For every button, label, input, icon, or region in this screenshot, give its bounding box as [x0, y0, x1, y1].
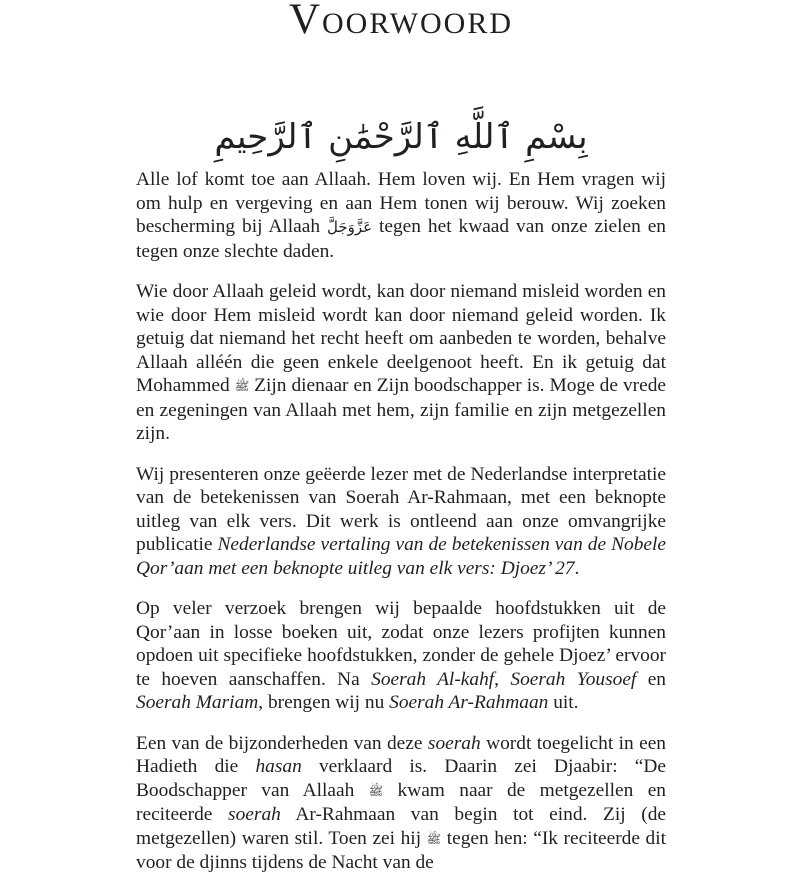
salawat-honorific: ﷺ: [234, 379, 250, 393]
text-run: wordt toegelicht in een Hadieth die: [136, 732, 666, 777]
text-run: Ar-Rahmaan van begin tot eind. Zij (de metgezellen) waren stil. Toen zei hij: [136, 804, 667, 849]
azza-wa-jall-honorific: عَزَّوَجَلَّ: [326, 218, 373, 236]
text-run: Zijn dienaar en Zijn boodschapper is. Moge de vrede en zegeningen van Allaah met hem, zijn familie en zijn metgezellen zijn.: [136, 375, 666, 444]
text-run: Wie door Allaah geleid wordt, kan door niemand misleid worden en wie door Hem misleid wordt kan door niemand geleid worden. Ik getuig dat niemand het recht heeft om aanbeden te worden, behalve Allaah alléén die geen enkele deelgenoot heeft. En ik getuig dat Mohammed: [136, 281, 666, 396]
text-run: verklaard is. Daarin zei Djaabir: “De Boodschapper van Allaah: [136, 756, 666, 801]
soerah-name: Soerah Mariam: [136, 692, 259, 713]
text-run: kwam naar de metgezellen en reciteerde: [136, 779, 666, 825]
text-run: Een van de bijzonderheden van deze: [136, 732, 428, 754]
text-run: tegen het kwaad van onze zielen en tegen onze slechte daden.: [136, 216, 666, 262]
text-run: tegen hen: “Ik reciteerde dit voor de djinns tijdens de Nacht van de: [136, 827, 667, 873]
italic-term: soerah: [228, 804, 281, 825]
paragraph-5: [136, 732, 666, 875]
paragraph-4: [136, 597, 666, 715]
text-run: Alle lof komt toe aan Allaah. Hem loven wij. En Hem vragen wij om hulp en vergeving en aan Hem tonen wij berouw. Wij zoeken bescherming bij Allaah: [136, 169, 666, 237]
body-text: [136, 168, 666, 875]
basmala-calligraphy: بِسْمِ ٱللَّهِ ٱلرَّحْمَٰنِ ٱلرَّحِيمِ: [214, 117, 588, 157]
salawat-honorific: ﷺ: [426, 831, 442, 846]
paragraph-1: [136, 168, 666, 263]
paragraph-3: [136, 463, 666, 581]
soerah-name: Soerah Yousoef: [510, 668, 637, 690]
salawat-honorific: ﷺ: [368, 783, 384, 798]
italic-term: hasan: [255, 756, 302, 777]
soerah-name: Soerah Al-kahf: [371, 668, 495, 690]
soerah-name: Soerah Ar-Rahmaan: [389, 692, 549, 713]
text-run: ,: [494, 668, 511, 690]
text-run: en: [636, 668, 666, 690]
page-title: Voorwoord: [288, 0, 514, 43]
text-run: .: [574, 557, 580, 579]
text-run: uit.: [548, 692, 579, 713]
text-run: , brengen wij nu: [258, 692, 390, 713]
document-page: [136, 0, 666, 892]
paragraph-2: [136, 280, 666, 446]
italic-term: soerah: [427, 732, 481, 754]
text-run: Wij presenteren onze geëerde lezer met de Nederlandse interpretatie van de betekenissen van Soerah Ar-Rahmaan, met een beknopte uitleg van elk vers. Dit werk is ontleend aan onze omvangrijke publicatie: [136, 463, 666, 555]
text-run: Op veler verzoek brengen wij bepaalde hoofdstukken uit de Qor’aan in losse boeken uit, zodat onze lezers profijten kunnen opdoen uit specifieke hoofdstukken, zonder de gehele Djoez’ ervoor te hoeven aanschaffen. Na: [136, 598, 666, 690]
publication-title: Nederlandse vertaling van de betekenissen van de Nobele Qor’aan met een beknopte uitleg van elk vers: Djoez’ 27: [136, 534, 666, 579]
